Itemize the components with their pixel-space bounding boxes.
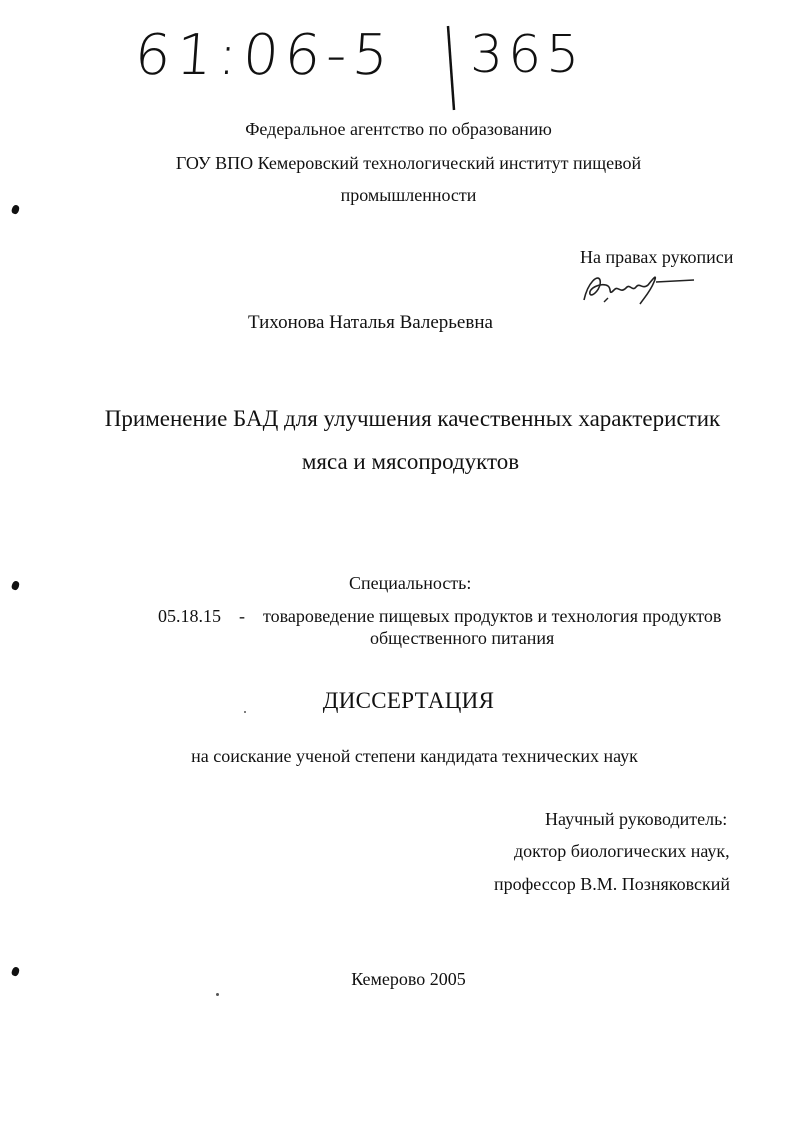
handwritten-archive-number [130, 12, 600, 112]
institute-name-line1: ГОУ ВПО Кемеровский технологический институт пищевой [175, 153, 642, 173]
specialty-code-line [158, 605, 721, 627]
scan-margin-mark [11, 204, 21, 215]
archive-number-right: 365 [470, 25, 585, 85]
archive-separator-stroke [448, 26, 454, 110]
institute-name-line2: промышленности [340, 185, 477, 205]
supervisor-label: Научный руководитель: [545, 809, 728, 829]
city-year: Кемерово 2005 [351, 969, 466, 989]
scan-speck [216, 993, 219, 996]
supervisor-name: профессор В.М. Позняковский [494, 874, 730, 894]
specialty-name-line2: общественного питания [370, 628, 555, 648]
author-name: Тихонова Наталья Валерьевна [248, 312, 493, 333]
dissertation-title-line2: мяса и мясопродуктов [301, 449, 520, 474]
scan-speck [244, 711, 246, 713]
specialty-dash: - [239, 606, 245, 626]
degree-statement: на соискание ученой степени кандидата технических наук [191, 746, 638, 766]
specialty-label: Специальность: [349, 573, 472, 593]
rights-note: На правах рукописи [580, 247, 734, 267]
specialty-code: 05.18.15 [158, 606, 221, 626]
specialty-name-line1: товароведение пищевых продуктов и технология продуктов [263, 606, 722, 626]
archive-number-left: 61:06-5 [132, 23, 397, 88]
scan-margin-mark [11, 580, 21, 591]
agency-name: Федеральное агентство по образованию [245, 119, 552, 139]
supervisor-degree: доктор биологических наук, [514, 841, 730, 861]
document-type: ДИССЕРТАЦИЯ [322, 688, 495, 713]
signature-icon [578, 268, 698, 308]
dissertation-title-line1: Применение БАД для улучшения качественных характеристик [104, 406, 721, 431]
